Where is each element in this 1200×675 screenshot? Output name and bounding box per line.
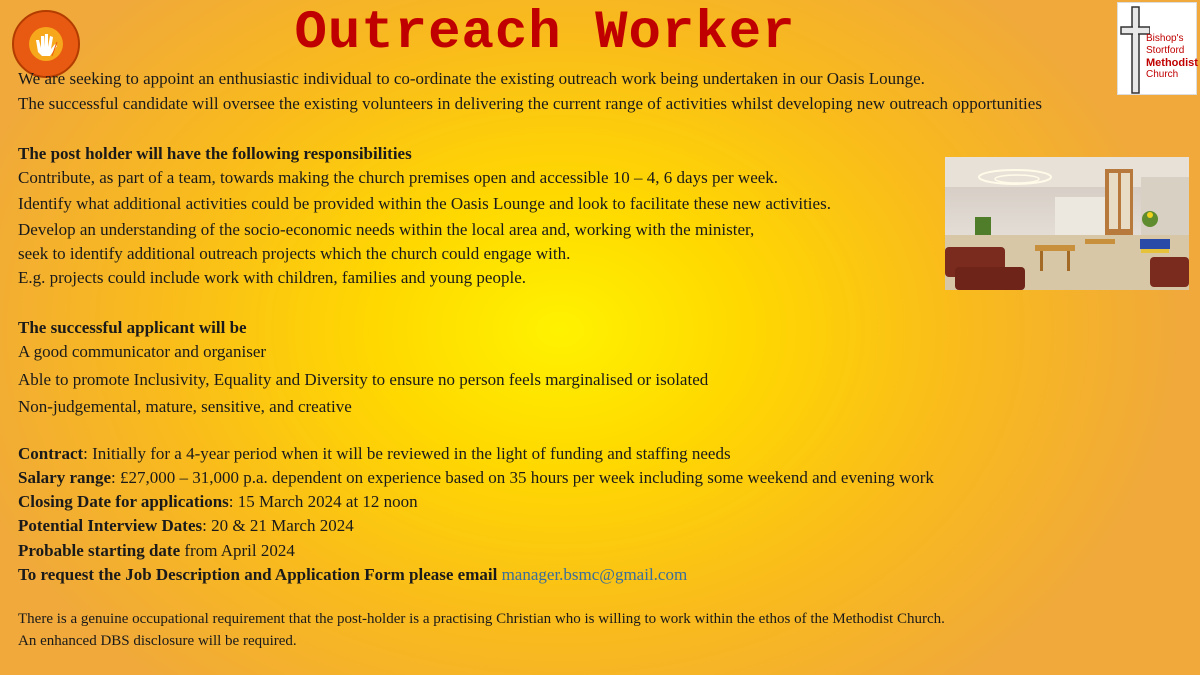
responsibilities-heading: The post holder will have the following responsibilities	[18, 144, 412, 163]
logo-text-line3: Methodist	[1146, 57, 1198, 69]
interview-dates-sep: :	[202, 516, 212, 535]
page-title: Outreach Worker	[294, 3, 796, 64]
applicant-item: A good communicator and organiser	[18, 342, 267, 361]
applicant-heading: The successful applicant will be	[18, 318, 247, 337]
start-date-value: from April 2024	[184, 541, 295, 560]
closing-date-label: Closing Date for applications	[18, 492, 229, 511]
intro-line-2: The successful candidate will oversee the existing volunteers in delivering the current range of activities whilst developing new outreach opportunities	[18, 94, 1042, 113]
closing-date-sep: :	[228, 492, 238, 511]
logo-text-line4: Church	[1146, 69, 1179, 80]
interview-dates-value: 20 & 21 March 2024	[211, 516, 354, 535]
contact-line	[18, 564, 687, 586]
logo-text-line2: Stortford	[1146, 45, 1185, 56]
closing-date-value: 15 March 2024 at 12 noon	[237, 492, 418, 511]
interview-dates-label: Potential Interview Dates	[18, 516, 203, 535]
responsibility-item: seek to identify additional outreach projects which the church could engage with.	[18, 244, 571, 263]
salary-sep: :	[111, 468, 121, 487]
contract-sep: :	[83, 444, 93, 463]
contact-label: To request the Job Description and Application Form please email	[18, 565, 498, 584]
applicant-item: Non-judgemental, mature, sensitive, and creative	[18, 397, 352, 416]
interview-dates-line	[18, 515, 354, 537]
footer-dbs: An enhanced DBS disclosure will be required.	[18, 633, 297, 649]
contract-value: Initially for a 4-year period when it will be reviewed in the light of funding and staffing needs	[92, 444, 731, 463]
salary-line	[18, 467, 934, 489]
church-logo	[1117, 2, 1197, 95]
start-date-label: Probable starting date	[18, 541, 181, 560]
responsibility-item: Develop an understanding of the socio-economic needs within the local area and, working with the minister,	[18, 220, 755, 239]
applicant-item: Able to promote Inclusivity, Equality and Diversity to ensure no person feels marginalised or isolated	[18, 370, 709, 389]
contract-label: Contract	[18, 444, 84, 463]
responsibility-item: Identify what additional activities could be provided within the Oasis Lounge and look to facilitate these new activities.	[18, 194, 831, 213]
contact-email-link[interactable]: manager.bsmc@gmail.com	[501, 565, 688, 584]
responsibility-item: E.g. projects could include work with children, families and young people.	[18, 268, 526, 287]
contract-line	[18, 443, 731, 465]
intro-line-1: We are seeking to appoint an enthusiastic individual to co-ordinate the existing outreach work being undertaken in our Oasis Lounge.	[18, 69, 925, 88]
closing-date-line	[18, 491, 418, 513]
oasis-lounge-photo	[945, 157, 1189, 290]
salary-value: £27,000 – 31,000 p.a. dependent on experience based on 35 hours per week including some weekend and evening work	[120, 468, 934, 487]
responsibility-item: Contribute, as part of a team, towards making the church premises open and accessible 10 – 4, 6 days per week.	[18, 168, 779, 187]
logo-text-line1: Bishop's	[1146, 33, 1184, 44]
footer-requirement: There is a genuine occupational requirement that the post-holder is a practising Christian who is willing to work within the ethos of the Methodist Church.	[18, 611, 945, 627]
start-date-line	[18, 540, 295, 562]
salary-label: Salary range	[18, 468, 112, 487]
